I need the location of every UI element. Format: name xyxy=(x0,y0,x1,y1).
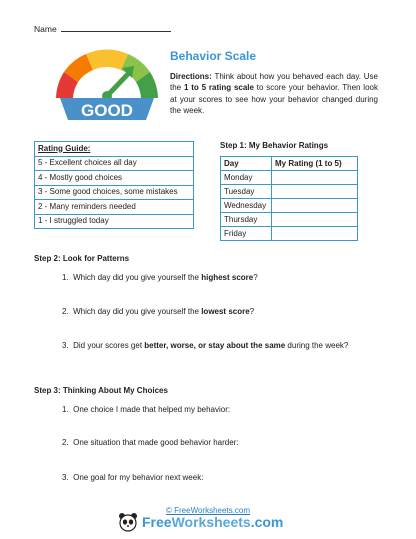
step1-title: Step 1: My Behavior Ratings xyxy=(220,141,329,150)
directions-text xyxy=(170,71,378,116)
question-number: 2. xyxy=(62,307,69,316)
behavior-gauge-icon xyxy=(50,46,164,126)
page-title: Behavior Scale xyxy=(170,49,257,63)
step3-question-3 xyxy=(62,472,203,483)
step2-title: Step 2: Look for Patterns xyxy=(34,254,130,263)
day-cell: Monday xyxy=(221,171,272,185)
question-bold: lowest score xyxy=(201,307,250,316)
question-number: 3. xyxy=(62,473,69,482)
question-bold: better, worse, or stay about the same xyxy=(144,341,286,350)
rating-guide-item: 3 - Some good choices, some mistakes xyxy=(35,185,194,200)
day-cell: Thursday xyxy=(221,213,272,227)
col-rating-header: My Rating (1 to 5) xyxy=(272,157,358,171)
question-text: One situation that made good behavior harder: xyxy=(73,438,239,447)
rating-guide-item: 1 - I struggled today xyxy=(35,214,194,229)
question-text: One choice I made that helped my behavior: xyxy=(73,405,231,414)
name-line[interactable] xyxy=(61,23,171,32)
step2-question-3 xyxy=(62,340,352,351)
step3-question-2 xyxy=(62,437,239,448)
directions-part1: Think about how you behaved each day. Use the xyxy=(170,72,378,93)
panda-logo-icon xyxy=(118,512,138,532)
question-number: 3. xyxy=(62,341,69,350)
question-text: Did your scores get xyxy=(73,341,145,350)
directions-bold: 1 to 5 rating scale xyxy=(183,83,254,93)
day-cell: Tuesday xyxy=(221,185,272,199)
name-field[interactable] xyxy=(34,23,171,34)
rating-guide-heading: Rating Guide: xyxy=(35,142,194,157)
col-day-header: Day xyxy=(221,157,272,171)
rating-cell[interactable] xyxy=(272,171,358,185)
day-cell: Wednesday xyxy=(221,199,272,213)
directions-lead: Directions: xyxy=(170,72,212,81)
directions-part2: to score your behavior. Then look at your scores to see how your behavior changed during the week. xyxy=(170,83,378,115)
brand-tld: .com xyxy=(250,514,284,530)
question-end: ? xyxy=(249,307,255,316)
day-cell: Friday xyxy=(221,227,272,241)
brand-free: Free xyxy=(142,514,172,530)
step2-question-1 xyxy=(62,272,258,283)
rating-guide-table xyxy=(34,141,194,229)
behavior-ratings-table xyxy=(220,156,358,241)
question-number: 2. xyxy=(62,438,69,447)
rating-guide-item: 2 - Many reminders needed xyxy=(35,200,194,215)
name-label: Name xyxy=(34,24,57,34)
rating-cell[interactable] xyxy=(272,227,358,241)
rating-cell[interactable] xyxy=(272,185,358,199)
question-end: ? xyxy=(253,273,258,282)
step3-title: Step 3: Thinking About My Choices xyxy=(34,386,168,395)
question-text: One goal for my behavior next week: xyxy=(73,473,204,482)
rating-cell[interactable] xyxy=(272,213,358,227)
gauge-needle xyxy=(102,66,134,101)
question-text: Which day did you give yourself the xyxy=(73,273,202,282)
question-text: Which day did you give yourself the xyxy=(73,307,202,316)
step3-question-1 xyxy=(62,404,230,415)
step2-question-2 xyxy=(62,306,254,317)
question-bold: highest score xyxy=(201,273,254,282)
footer-link[interactable]: © FreeWorksheets.com xyxy=(166,506,250,515)
question-number: 1. xyxy=(62,405,69,414)
question-number: 1. xyxy=(62,273,69,282)
question-end: during the week? xyxy=(285,341,349,350)
rating-guide-item: 5 - Excellent choices all day xyxy=(35,156,194,171)
rating-cell[interactable] xyxy=(272,199,358,213)
brand-worksheets: Worksheets xyxy=(171,514,251,530)
footer-brand xyxy=(142,514,283,530)
gauge-arc xyxy=(56,49,158,98)
gauge-label: GOOD xyxy=(81,101,133,120)
rating-guide-item: 4 - Mostly good choices xyxy=(35,171,194,186)
